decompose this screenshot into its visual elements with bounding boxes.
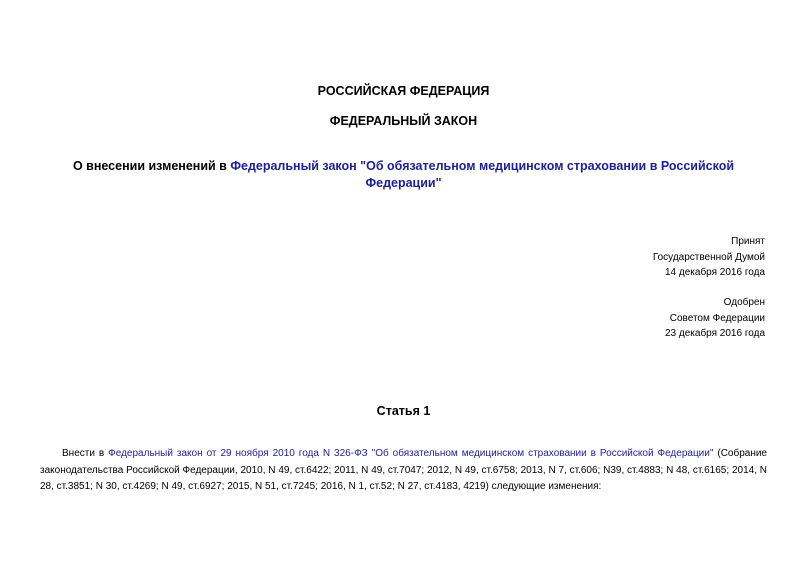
- federal-law-link[interactable]: Федеральный закон от 29 ноября 2010 года N 326-ФЗ "Об обязательном медицинском страховании в Российской Федерации": [108, 448, 714, 459]
- article-body-suffix: (Собрание законодательства Российской Федерации, 2010, N 49, ст.6422; 2011, N 49, ст.7047; 2012, N 49, ст.6758; 2013, N 7, ст.606; N39, ст.4883; N 48, ст.6165; 2014, N 28, ст.3851; N 30, ст.4269; N 49, ст.6927; 2015, N 51, ст.7245; 2016, N 1, ст.52; N 27, ст.4183, 4219) следующие изменения:: [40, 448, 767, 492]
- article-heading: Статья 1: [376, 404, 431, 418]
- approval-date: 23 декабря 2016 года: [664, 328, 765, 340]
- law-title-prefix: О внесении изменений в: [72, 159, 231, 173]
- adoption-date: 14 декабря 2016 года: [664, 267, 765, 279]
- adoption-body: Государственной Думой: [652, 251, 765, 263]
- approval-status: Одобрен: [723, 297, 765, 308]
- amended-law-link[interactable]: Федеральный закон "Об обязательном медицинском страховании в Российской Федерации": [230, 159, 735, 190]
- country-heading: РОССИЙСКАЯ ФЕДЕРАЦИЯ: [317, 84, 490, 98]
- approval-block: [665, 295, 765, 342]
- article-body: [40, 446, 767, 496]
- article-body-prefix: Внести в: [62, 448, 109, 459]
- adoption-status: Принят: [731, 236, 765, 247]
- law-type-heading: ФЕДЕРАЛЬНЫЙ ЗАКОН: [329, 114, 478, 128]
- law-title: [40, 158, 767, 192]
- approval-body: Советом Федерации: [669, 312, 765, 324]
- adoption-block: [653, 234, 765, 281]
